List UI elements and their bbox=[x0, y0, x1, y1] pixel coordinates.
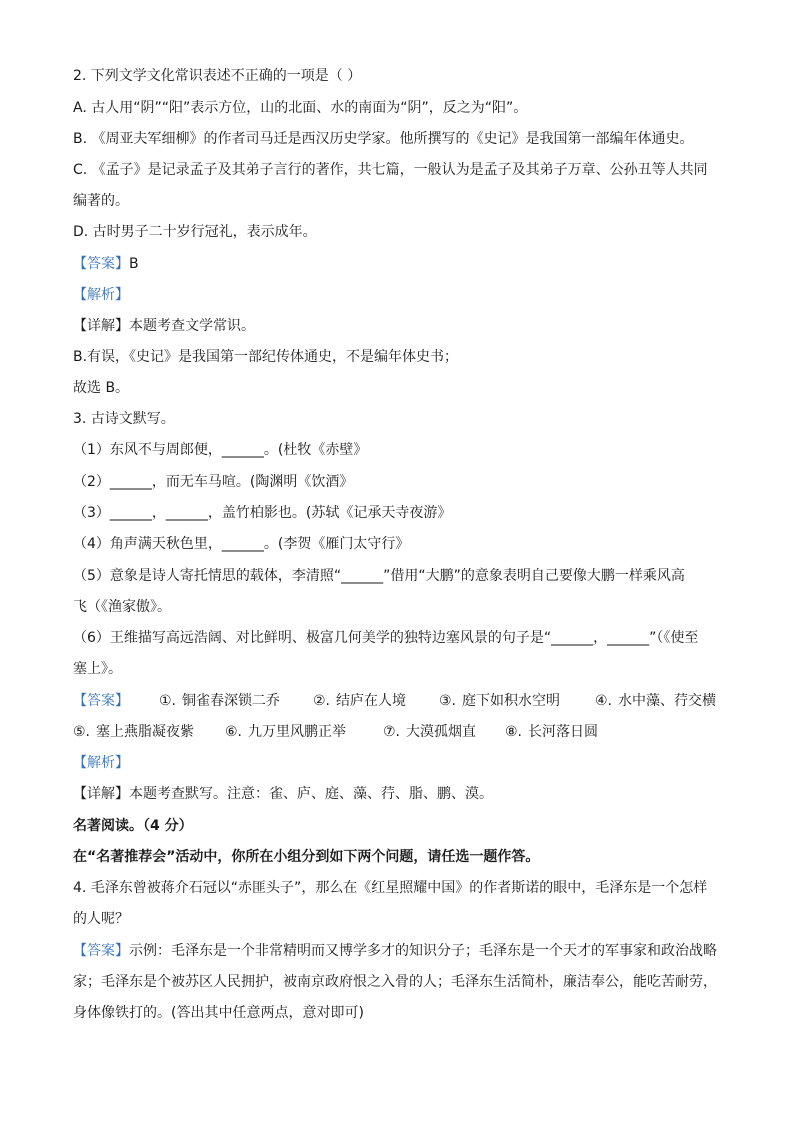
q2-answer-line bbox=[73, 254, 733, 274]
answer-item: ⑤. 塞上燕脂凝夜紫 bbox=[73, 724, 195, 740]
q4-stem-line1: 4. 毛泽东曾被蒋介石冠以“赤匪头子”，那么在《红星照耀中国》的作者斯诺的眼中，毛泽东是一个怎样 bbox=[73, 880, 708, 896]
section-title: 名著阅读。（4 分） bbox=[73, 818, 193, 834]
q4-answer-line1: 【答案】示例：毛泽东是一个非常精明而又博学多才的知识分子；毛泽东是一个天才的军事家和政治战略 bbox=[73, 943, 717, 959]
q3-item-6-line2: 塞上》。 bbox=[73, 661, 122, 677]
q3-item-6-line1: （6）王维描写高远浩阔、对比鲜明、极富几何美学的独特边塞风景的句子是“______，______”（《使至 bbox=[73, 630, 699, 646]
analysis-tag: 【解析】 bbox=[73, 287, 129, 303]
q3-item-5-line2: 飞（《渔家傲》。 bbox=[73, 599, 171, 615]
q2-detail-2: B.有误，《史记》是我国第一部纪传体通史，不是编年体史书； bbox=[73, 349, 459, 365]
q4-answer-line3: 身体像铁打的。(答出其中任意两点，意对即可) bbox=[73, 1005, 364, 1021]
q3-item-1: （1）东风不与周郎便，______。(杜牧《赤壁》 bbox=[73, 442, 368, 458]
answer-tag: 【答案】 bbox=[73, 943, 129, 959]
answer-item: ⑥. 九万里风鹏正举 bbox=[225, 724, 347, 740]
q3-item-5-line1: （5）意象是诗人寄托情思的载体，李清照“______”借用“大鹏”的意象表明自己要像大鹏一样乘风高 bbox=[73, 568, 685, 584]
answer-tag: 【答案】 bbox=[73, 693, 129, 709]
q2-option-b: B. 《周亚夫军细柳》的作者司马迁是西汉历史学家。他所撰写的《史记》是我国第一部编年体通史。 bbox=[73, 131, 694, 147]
q2-stem: 2. 下列文学文化常识表述不正确的一项是（ ） bbox=[73, 68, 362, 84]
q3-detail: 【详解】本题考查默写。注意：雀、庐、庭、藻、荇、脂、鹏、漠。 bbox=[73, 786, 493, 802]
q2-answer-value: B bbox=[129, 256, 139, 272]
answer-item: ④. 水中藻、荇交横 bbox=[595, 693, 717, 709]
q2-detail-3: 故选 B。 bbox=[73, 380, 130, 396]
q3-answer-row-1 bbox=[73, 691, 733, 711]
answer-tag: 【答案】 bbox=[73, 256, 129, 272]
answer-item: ①. 铜雀春深锁二乔 bbox=[159, 693, 281, 709]
answer-item: ⑧. 长河落日圆 bbox=[505, 724, 599, 740]
q2-option-d: D. 古时男子二十岁行冠礼，表示成年。 bbox=[73, 224, 317, 240]
q3-answer-row-2 bbox=[73, 722, 733, 742]
analysis-tag: 【解析】 bbox=[73, 755, 129, 771]
answer-item: ⑦. 大漠孤烟直 bbox=[383, 724, 477, 740]
answer-item: ②. 结庐在人境 bbox=[313, 693, 407, 709]
q3-item-3: （3）______，______，盖竹柏影也。(苏轼《记承天寺夜游》 bbox=[73, 505, 452, 521]
answer-item: ③. 庭下如积水空明 bbox=[439, 693, 561, 709]
q3-stem: 3. 古诗文默写。 bbox=[73, 411, 175, 427]
q2-option-c-line2: 编著的。 bbox=[73, 193, 129, 209]
q3-item-4: （4）角声满天秋色里，______。(李贺《雁门太守行》 bbox=[73, 536, 410, 552]
q4-stem-line2: 的人呢？ bbox=[73, 911, 129, 927]
q4-answer-line2: 家；毛泽东是个被苏区人民拥护，被南京政府恨之入骨的人；毛泽东生活简朴，廉洁奉公，能吃苦耐劳， bbox=[73, 974, 717, 990]
q2-detail-1: 【详解】本题考查文学常识。 bbox=[73, 318, 255, 334]
q2-option-a: A. 古人用“阴”“阳”表示方位，山的北面、水的南面为“阴”，反之为“阳”。 bbox=[73, 100, 528, 116]
section-instruction: 在“名著推荐会”活动中，你所在小组分到如下两个问题，请任选一题作答。 bbox=[73, 849, 540, 865]
q2-option-c-line1: C. 《孟子》是记录孟子及其弟子言行的著作，共七篇，一般认为是孟子及其弟子万章、公孙丑等人共同 bbox=[73, 162, 708, 178]
q3-item-2: （2）______，而无车马喧。(陶渊明《饮酒》 bbox=[73, 474, 354, 490]
